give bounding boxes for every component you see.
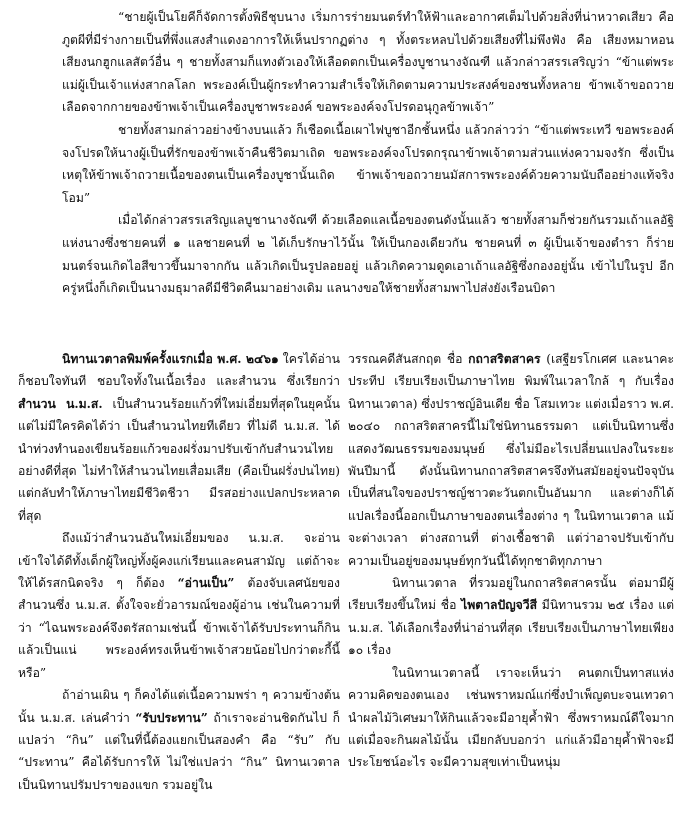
left-column bbox=[18, 348, 340, 796]
excerpt-paragraph: ชายทั้งสามกล่าวอย่างข้างบนแล้ว ก็เชือดเนื้อเผาไฟบูชาอีกชั้นหนึ่ง แล้วกล่าวว่า “ข้าแต่พระเทวี ขอพระองค์จงโปรดให้นางผู้เป็นที่รักของข้าพเจ้าคืนชีวิตมาเถิด ขอพระองค์จงโปรดกรุณาข้าพเจ้าตามส่วนแห่งความจงรัก ซึ่งเป็นเหตุให้ข้าพเจ้าถวายเนื้อของตนเป็นเครื่องบูชานั้นเถิด ข้าพเจ้าขอถวายนมัสการพระองค์ด้วยความนับถืออย่างแท้จริง โอม” bbox=[62, 122, 674, 205]
paragraph-text: ใครได้อ่านก็ชอบใจทันที ชอบใจทั้งในเนื้อเรื่อง และสำนวน ซึ่งเรียกว่า bbox=[18, 352, 340, 389]
paragraph-text: (เสฐียรโกเศศ และนาคะประทีป เรียบเรียงเป็นภาษาไทย พิมพ์ในเวลาใกล้ ๆ กับเรื่องนิทานเวตาล) ซึ่งปราชญ์อินเดีย ชื่อ โสมเทวะ แต่งเมื่อราว พ.ศ. ๒๐๔๐ กถาสริตสาครนี้ไม่ใช่นิทานธรรมดา แต่เป็นนิทานซึ่งแสดงวัฒนธรรมของมนุษย์ ซึ่งไม่มีอะไรเปลี่ยนแปลงในระยะพันปีมานี้ ดังนั้นนิทานกถาสริตสาครจึงทันสมัยอยู่จนปัจจุบัน เป็นที่สนใจของปราชญ์ชาวตะวันตกเป็นอันมาก และต่างก็ได้แปลเรื่องนี้ออกเป็นภาษาของตนเรื่องต่าง ๆ ในนิทานเวตาล แม้จะต่างเวลา ต่างสถานที่ ต่างเชื้อชาติ แต่ว่าอาจปรับเข้ากับความเป็นอยู่ของมนุษย์ทุกวันนี้ได้ทุกชาติทุกภาษา bbox=[348, 352, 674, 568]
lead-bold: นิทานเวตาลพิมพ์ครั้งแรกเมื่อ พ.ศ. ๒๔๖๑ bbox=[62, 352, 279, 366]
story-excerpt bbox=[62, 6, 674, 300]
paragraph-text: นิทานเวตาล ที่รวมอยู่ในกถาสริตสาครนั้น ต่อมามีผู้เรียบเรียงขึ้นใหม่ ชื่อ bbox=[348, 576, 674, 613]
paragraph-text: เป็นสำนวนร้อยแก้วที่ใหม่เอี่ยมที่สุดในยุคนั้น แต่ไม่มีใครคิดได้ว่า เป็นสำนวนไทยทีเดียว ที่ไม่ดี น.ม.ส. ได้นำท่วงทำนองเขียนร้อยแก้วของฝรั่งมาปรับเข้ากับสำนวนไทยอย่างดีที่สุด ไม่ทำให้สำนวนไทยเสื่อมเสีย (คือเป็นฝรั่งปนไทย) แต่กลับทำให้ภาษาไทยมีชีวิตชีวา มีรสอย่างแปลกประหลาดที่สุด bbox=[18, 396, 340, 523]
term-bold: “รับประทาน” bbox=[135, 710, 208, 725]
commentary-paragraph bbox=[348, 662, 674, 774]
commentary-paragraph bbox=[18, 527, 340, 684]
term-bold: กถาสริตสาคร bbox=[468, 352, 541, 366]
commentary-paragraph bbox=[348, 572, 674, 662]
commentary-paragraph bbox=[348, 348, 674, 572]
paragraph-text: มีนิทานรวม ๒๕ เรื่อง แต่ น.ม.ส. ได้เลือกเรื่องที่น่าอ่านที่สุด เรียบเรียงเป็นภาษาไทยเพียง ๑๐ เรื่อง bbox=[348, 598, 674, 658]
paragraph-text: ต้องจับเลศนัยของสำนวนซึ่ง น.ม.ส. ตั้งใจจะยั่วอารมณ์ของผู้อ่าน เช่นในความที่ว่า “ไฉนพระองค์จึงตรัสถามเช่นนี้ ข้าพเจ้าได้รับประทานก็กินแล้วเป็นแน่ พระองค์ทรงเห็นข้าพเจ้าสวยน้อยไปกว่าตะกี้นี้หรือ” bbox=[18, 576, 340, 680]
commentary-paragraph bbox=[18, 348, 340, 527]
commentary-paragraph bbox=[18, 684, 340, 796]
right-column bbox=[348, 348, 674, 774]
paragraph-text: ถึงแม้ว่าสำนวนอันใหม่เอี่ยมของ น.ม.ส. จะอ่านเข้าใจได้ดีทั้งเด็กผู้ใหญ่ทั้งผู้คงแก่เรียนและคนสามัญ แต่ถ้าจะให้ได้รสกนิดจริง ๆ ก็ต้อง bbox=[18, 531, 340, 591]
excerpt-paragraph: “ชายผู้เป็นโยคีก็จัดการตั้งพิธีชุบนาง เริ่มการร่ายมนตร์ทำให้ฟ้าและอากาศเต็มไปด้วยสิ่งที่น่าหวาดเสียว คือภูตผีที่มีร่างกายเป็นที่พึ่งแสงสำแดงอาการให้เห็นปรากฏต่าง ๆ ทั้งตระหลบไปด้วยเสียงที่ไม่พึงฟัง คือ เสียงหมาหอน เสียงนกฮูกแลสัตว์อื่น ๆ ชายทั้งสามก็แทงตัวเองให้เลือดตกเป็นเครื่องบูชานางจัณฑี แล้วกล่าวสรรเสริญว่า “ข้าแต่พระแม่ผู้เป็นเจ้าแห่งสากลโลก พระองค์เป็นผู้กระทำความสำเร็จให้เกิดตามความประสงค์ของชนทั้งหลาย ข้าพเจ้าขอถวายเลือดจากกายของข้าพเจ้าเป็นเครื่องบูชาพระองค์ ขอพระองค์จงโปรดอนุกูลข้าพเจ้า” bbox=[62, 10, 674, 115]
term-bold: “อ่านเป็น” bbox=[177, 576, 235, 591]
term-bold: สำนวน น.ม.ส. bbox=[18, 396, 103, 411]
paragraph-text: ในนิทานเวตาลนี้ เราจะเห็นว่า คนตกเป็นทาสแห่งความคิดของตนเอง เช่นพราหมณ์แก่ซึ่งบำเพ็ญตบะจนเทวดานำผลไม้วิเศษมาให้กินแล้วจะมีอายุค้ำฟ้า ซึ่งพราหมณ์ดีใจมาก แต่เมื่อจะกินผลไม้นั้น เมียกลับบอกว่า แก่แล้วมีอายุค้ำฟ้าจะมีประโยชน์อะไร จะมีความสุขเท่าเป็นหนุ่ม bbox=[348, 665, 674, 770]
paragraph-text: ถ้าอ่านเผิน ๆ ก็คงได้แต่เนื้อความพร่า ๆ ความข้างต้นนั้น น.ม.ส. เล่นคำว่า bbox=[18, 688, 340, 725]
term-bold: ไพตาลปัญจวีสี bbox=[461, 598, 538, 613]
excerpt-paragraph: เมื่อได้กล่าวสรรเสริญแลบูชานางจัณฑี ด้วยเลือดแลเนื้อของตนดังนั้นแล้ว ชายทั้งสามก็ช่วยกันรวมเถ้าแลอัฐิแห่งนางซึ่งชายคนที่ ๑ แลชายคนที่ ๒ ได้เก็บรักษาไว้นั้น ให้เป็นกองเดียวกัน ชายคนที่ ๓ ผู้เป็นเจ้าของตำรา ก็ร่ายมนตร์จนเกิดไอสีขาวขึ้นมาจากกัน แล้วเกิดเป็นรูปลอยอยู่ แล้วเกิดความดูดเอาเถ้าแลอัฐิซึ่งกองอยู่นั้น เข้าไปในรูป อีกครู่หนึ่งก็เกิดเป็นนางมธุมาลดีมีชีวิตคืนมาอย่างเดิม แลนางขอให้ชายทั้งสามพาไปส่งยังเรือนบิดา bbox=[62, 213, 674, 296]
paragraph-text: วรรณคดีสันสกฤต ชื่อ bbox=[348, 352, 469, 366]
paragraph-text: ถ้าเราจะอ่านชิดกันไป ก็แปลว่า “กิน” แต่ในที่นี้ต้องแยกเป็นสองคำ คือ “รับ” กับ “ประทาน” คือได้รับการให้ ไม่ใช่แปลว่า “กิน” นิทานเวตาลเป็นนิทานปรัมปราของแขก รวมอยู่ใน bbox=[18, 710, 340, 792]
